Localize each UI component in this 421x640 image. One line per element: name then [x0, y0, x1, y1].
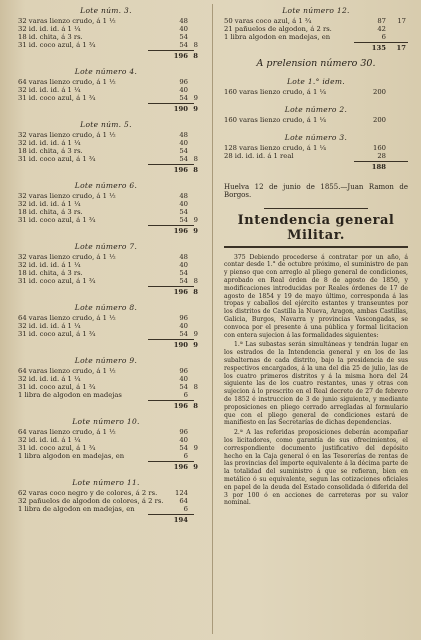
- amount-maravedis: 8: [193, 277, 198, 285]
- item-text: 18 id. chita, á 3 rs.: [18, 269, 83, 277]
- lot-total: [224, 163, 408, 171]
- amount-maravedis: 9: [193, 105, 198, 113]
- title-rule: [224, 246, 408, 248]
- amount-reales: 54: [179, 147, 188, 155]
- item-text: 31 id. coco azul, á 1 ¾: [18, 444, 96, 452]
- amount-reales: 6: [381, 33, 386, 41]
- amount-maravedis: 17: [396, 44, 406, 52]
- left-column: [18, 6, 198, 531]
- amount-maravedis: 9: [193, 330, 198, 338]
- total-rule: [148, 339, 194, 340]
- lot-title: Lote número 9.: [74, 356, 138, 365]
- lot-title: Lote número 10.: [72, 417, 140, 426]
- amount-reales: 40: [179, 25, 188, 33]
- item-text: 32 id. id. id. á 1 ¼: [18, 200, 81, 208]
- item-text: 160 varas lienzo crudo, á 1 ¼: [224, 116, 327, 124]
- amount-reales: 6: [183, 505, 188, 513]
- lot-row: [18, 94, 198, 102]
- amount-reales: 40: [179, 375, 188, 383]
- amount-reales: 54: [179, 444, 188, 452]
- item-text: 64 varas lienzo crudo, á 1 ½: [18, 428, 116, 436]
- lot-row: [18, 86, 194, 94]
- lot-row: [18, 131, 194, 139]
- amount-reales: 196: [173, 288, 188, 296]
- item-text: 1 libra algodon en madejas, en: [224, 33, 331, 41]
- item-text: 32 id. id. id. á 1 ¼: [18, 375, 81, 383]
- amount-maravedis: 9: [193, 341, 198, 349]
- amount-reales: 54: [179, 269, 188, 277]
- item-text: 32 pañuelos de algodon de colores, á 2 rs.: [18, 497, 164, 505]
- amount-reales: 48: [179, 17, 188, 25]
- item-text: 18 id. chita, á 3 rs.: [18, 33, 83, 41]
- lot-row: [18, 33, 194, 41]
- lot-total: [18, 52, 198, 60]
- total-rule: [148, 461, 194, 462]
- item-text: 31 id. coco azul, á 1 ¾: [18, 383, 96, 391]
- amount-reales: 40: [179, 436, 188, 444]
- amount-reales: 196: [173, 227, 188, 235]
- item-text: 32 id. id. id. á 1 ¼: [18, 86, 81, 94]
- lot-row: [224, 25, 408, 33]
- amount-maravedis: 9: [193, 444, 198, 452]
- item-text: 64 varas lienzo crudo, á 1 ½: [18, 367, 116, 375]
- amount-reales: 196: [173, 52, 188, 60]
- amount-reales: 54: [179, 383, 188, 391]
- amount-reales: 64: [179, 497, 188, 505]
- item-text: 1 libra algodon en madejas, en: [18, 452, 125, 460]
- amount-reales: 54: [179, 41, 188, 49]
- lot-block: [18, 6, 198, 60]
- lot-title: Lote número 7.: [74, 242, 138, 251]
- amount-reales: 188: [371, 163, 386, 171]
- lot-block: [18, 242, 198, 296]
- item-text: 32 id. id. id. á 1 ¼: [18, 436, 81, 444]
- lot-block: [18, 181, 198, 235]
- lot-row: [18, 17, 194, 25]
- amount-reales: 6: [183, 452, 188, 460]
- item-text: 1 libra de algodon en madejas, en: [18, 505, 135, 513]
- item-text: 21 pañuelos de algodon, á 2 rs.: [224, 25, 332, 33]
- amount-reales: 54: [179, 155, 188, 163]
- amount-reales: 190: [173, 105, 188, 113]
- lot-row: [18, 139, 194, 147]
- body-paragraph: 2.ª A las referidas proposiciones deberán acompañar los licitadores, como garantía de sus ofrecimientos, el correspondiente documento justificativo del depósito hecho en la Caja general ó en las Tesorerías de rentas de las provincias del importe equivalente á la décima parte de la totalidad del suministro á que se refieran, bien en metálico ó su equivalente, segun las cotizaciones oficiales en papel de la deuda del Estado consolidada ó diferida del 3 por 100 ó en acciones de carreteras por su valor nominal.: [224, 429, 408, 507]
- lot-block: [18, 67, 198, 113]
- lot-total: [224, 44, 408, 52]
- lot-row: [224, 116, 408, 124]
- amount-reales: 54: [179, 33, 188, 41]
- amount-reales: 196: [173, 463, 188, 471]
- lot-total: [18, 105, 198, 113]
- body-paragraph: 375 Debiendo procederse á contratar por un año, á contar desde 1.° de octubre próximo, el suministro de pan y pienso que con arreglo al pliego general de condiciones, aprobado en Real órden de 8 de agosto de 1850, y modificaciones introducidas por Reales órdenes de 17 de agosto de 1854 y 19 de mayo último, corresponda á las tropas y caballos del ejército estantes y transeuntes por los distritos de Castilla la Nueva, Aragon, ambas Castillas, Galicia, Burgos, Navarra y provincias Vascongadas, se convoca por el presente á una pública y formal licitacion con entera sujecion á las formalidades siguientes:: [224, 253, 408, 339]
- lot-row: [18, 155, 198, 163]
- total-rule: [148, 514, 194, 515]
- lot-block: [18, 120, 198, 174]
- lot-title: Lote número 3.: [284, 133, 348, 142]
- amount-reales: 54: [179, 330, 188, 338]
- lot-row: [18, 367, 194, 375]
- total-rule: [354, 42, 408, 43]
- item-text: 32 id. id. id. á 1 ¼: [18, 261, 81, 269]
- amount-reales: 135: [371, 44, 386, 52]
- amount-reales: 200: [373, 116, 386, 124]
- amount-maravedis: 9: [193, 227, 198, 235]
- amount-reales: 96: [179, 314, 188, 322]
- lot-row: [18, 436, 194, 444]
- lot-block: [224, 6, 408, 52]
- lot-row: [18, 505, 194, 513]
- item-text: 50 varas coco azul, á 1 ¾: [224, 17, 312, 25]
- lot-block: [224, 77, 408, 96]
- amount-maravedis: 8: [193, 402, 198, 410]
- lot-row: [18, 208, 194, 216]
- lot-row: [18, 277, 198, 285]
- item-text: 32 id. id. id. á 1 ¼: [18, 322, 81, 330]
- item-text: 31 id. coco azul, á 1 ¾: [18, 216, 96, 224]
- lot-row: [18, 78, 194, 86]
- item-text: 32 varas lienzo crudo, á 1 ½: [18, 17, 116, 25]
- lot-block: [18, 478, 194, 524]
- section-title: Intendencia general Militar.: [237, 212, 395, 243]
- total-rule: [148, 103, 194, 104]
- lot-title: Lote número 6.: [74, 181, 138, 190]
- lot-block: [18, 417, 198, 471]
- item-text: 128 varas lienzo crudo, á 1 ¼: [224, 144, 327, 152]
- amount-reales: 54: [179, 94, 188, 102]
- item-text: 1 libra de algodon en madejas: [18, 391, 122, 399]
- lot-total: [18, 341, 198, 349]
- amount-reales: 200: [373, 88, 386, 96]
- amount-maravedis: 8: [193, 52, 198, 60]
- item-text: 31 id. coco azul, á 1 ¾: [18, 155, 96, 163]
- lot-row: [18, 261, 194, 269]
- item-text: 18 id. chita, á 3 rs.: [18, 147, 83, 155]
- lot-row: [224, 33, 408, 41]
- body-paragraph: 1.ª Las subastas serán simultáneas y tendrán lugar en los estrados de la Intendencia general y en los de las subalternas de cada distrito, bajo la presidencia de sus respectivos encargados, á la una del dia 25 de julio, las de los cuatro primeros distritos y á la misma hora del 24 siguiente las de los cuatro restantes, unas y otras con sujecion á lo prescrito en el Real decreto de 27 de febrero de 1852 é instruccion de 3 de junio siguiente, y mediante proposiciones en pliego cerrado arregladas al formulario que con el pliego general de condiciones estará de manifiesto en las Secretarías de dichas dependencias.: [224, 341, 408, 427]
- amount-reales: 196: [173, 402, 188, 410]
- lot-total: [18, 166, 198, 174]
- item-text: 31 id. coco azul, á 1 ¾: [18, 277, 96, 285]
- amount-reales: 40: [179, 86, 188, 94]
- item-text: 32 id. id. id. á 1 ¼: [18, 139, 81, 147]
- lot-row: [18, 428, 194, 436]
- item-text: 31 id. coco azul, á 1 ¾: [18, 94, 96, 102]
- lot-total: [18, 227, 198, 235]
- lot-title: Lote núm. 5.: [80, 120, 132, 129]
- lot-block: [224, 105, 408, 124]
- amount-reales: 196: [173, 166, 188, 174]
- lot-block: [224, 133, 408, 171]
- amount-reales: 96: [179, 428, 188, 436]
- lot-title: Lote número 11.: [72, 478, 140, 487]
- lot-block: [18, 303, 198, 349]
- total-rule: [148, 286, 194, 287]
- amount-maravedis: 8: [193, 383, 198, 391]
- amount-reales: 28: [377, 152, 386, 160]
- lot-row: [18, 444, 198, 452]
- lot-total: [18, 288, 198, 296]
- item-text: 160 varas lienzo crudo, á 1 ¼: [224, 88, 327, 96]
- amount-reales: 40: [179, 322, 188, 330]
- lot-title: Lote número 2.: [284, 105, 348, 114]
- amount-reales: 87: [377, 17, 386, 25]
- right-column: [224, 6, 408, 509]
- amount-reales: 160: [373, 144, 386, 152]
- amount-maravedis: 9: [193, 94, 198, 102]
- lot-row: [224, 17, 408, 25]
- lot-row: [18, 452, 194, 460]
- item-text: 64 varas lienzo crudo, á 1 ½: [18, 314, 116, 322]
- lot-title: Lote número 8.: [74, 303, 138, 312]
- total-rule: [148, 400, 194, 401]
- lot-row: [18, 192, 194, 200]
- lot-row: [18, 330, 198, 338]
- amount-reales: 42: [377, 25, 386, 33]
- amount-reales: 6: [183, 391, 188, 399]
- amount-maravedis: 17: [397, 17, 406, 25]
- amount-reales: 40: [179, 200, 188, 208]
- lot-row: [18, 489, 194, 497]
- lot-total: [18, 463, 198, 471]
- total-rule: [354, 161, 408, 162]
- amount-reales: 54: [179, 277, 188, 285]
- amount-reales: 54: [179, 208, 188, 216]
- item-text: 31 id. coco azul, á 1 ¾: [18, 330, 96, 338]
- lot-title: Lote 1.° idem.: [287, 77, 345, 86]
- item-text: 62 varas coco negro y de colores, á 2 rs.: [18, 489, 158, 497]
- amount-reales: 40: [179, 261, 188, 269]
- amount-maravedis: 8: [193, 155, 198, 163]
- amount-reales: 48: [179, 253, 188, 261]
- lot-row: [18, 391, 194, 399]
- amount-reales: 40: [179, 139, 188, 147]
- lot-row: [18, 253, 194, 261]
- lot-title: Lote número 4.: [74, 67, 138, 76]
- signature: Huelva 12 de junio de 1855.—Juan Ramon de Borgos.: [224, 183, 408, 199]
- lot-row: [224, 144, 408, 152]
- lot-row: [18, 269, 194, 277]
- lot-row: [224, 152, 408, 160]
- lot-row: [224, 88, 408, 96]
- amount-reales: 190: [173, 341, 188, 349]
- lot-row: [18, 41, 198, 49]
- item-text: 18 id. chita, á 3 rs.: [18, 208, 83, 216]
- lot-row: [18, 314, 194, 322]
- amount-reales: 48: [179, 192, 188, 200]
- amount-maravedis: 8: [193, 288, 198, 296]
- item-text: 31 id. coco azul, á 1 ¾: [18, 41, 96, 49]
- item-text: 64 varas lienzo crudo, á 1 ½: [18, 78, 116, 86]
- total-rule: [148, 225, 194, 226]
- lot-title: Lote núm. 3.: [80, 6, 132, 15]
- amount-maravedis: 8: [193, 166, 198, 174]
- item-text: 32 varas lienzo crudo, á 1 ½: [18, 131, 116, 139]
- lot-spacer: [224, 174, 408, 180]
- lot-row: [18, 25, 194, 33]
- amount-reales: 194: [173, 516, 188, 524]
- lot-total: [18, 516, 194, 524]
- item-text: 32 id. id. id. á 1 ¼: [18, 25, 81, 33]
- item-text: 32 varas lienzo crudo, á 1 ½: [18, 192, 116, 200]
- amount-reales: 54: [179, 216, 188, 224]
- amount-reales: 96: [179, 367, 188, 375]
- lot-row: [18, 322, 194, 330]
- amount-maravedis: 9: [193, 463, 198, 471]
- lot-row: [18, 200, 194, 208]
- lot-row: [18, 147, 194, 155]
- total-rule: [148, 50, 194, 51]
- section-heading: A prelension número 30.: [256, 58, 376, 69]
- amount-reales: 124: [175, 489, 188, 497]
- lot-title: Lote número 12.: [282, 6, 350, 15]
- total-rule: [148, 164, 194, 165]
- amount-reales: 96: [179, 78, 188, 86]
- lot-row: [18, 375, 194, 383]
- lot-row: [18, 383, 198, 391]
- amount-reales: 48: [179, 131, 188, 139]
- lot-row: [18, 216, 198, 224]
- amount-maravedis: 8: [193, 41, 198, 49]
- amount-maravedis: 9: [193, 216, 198, 224]
- item-text: 32 varas lienzo crudo, á 1 ½: [18, 253, 116, 261]
- item-text: 28 id. id. id. á 1 real: [224, 152, 294, 160]
- lot-total: [18, 402, 198, 410]
- title-rule: [264, 208, 368, 209]
- lot-spacer: [18, 527, 194, 531]
- column-divider: [212, 4, 213, 634]
- lot-row: [18, 497, 194, 505]
- lot-block: [18, 356, 198, 410]
